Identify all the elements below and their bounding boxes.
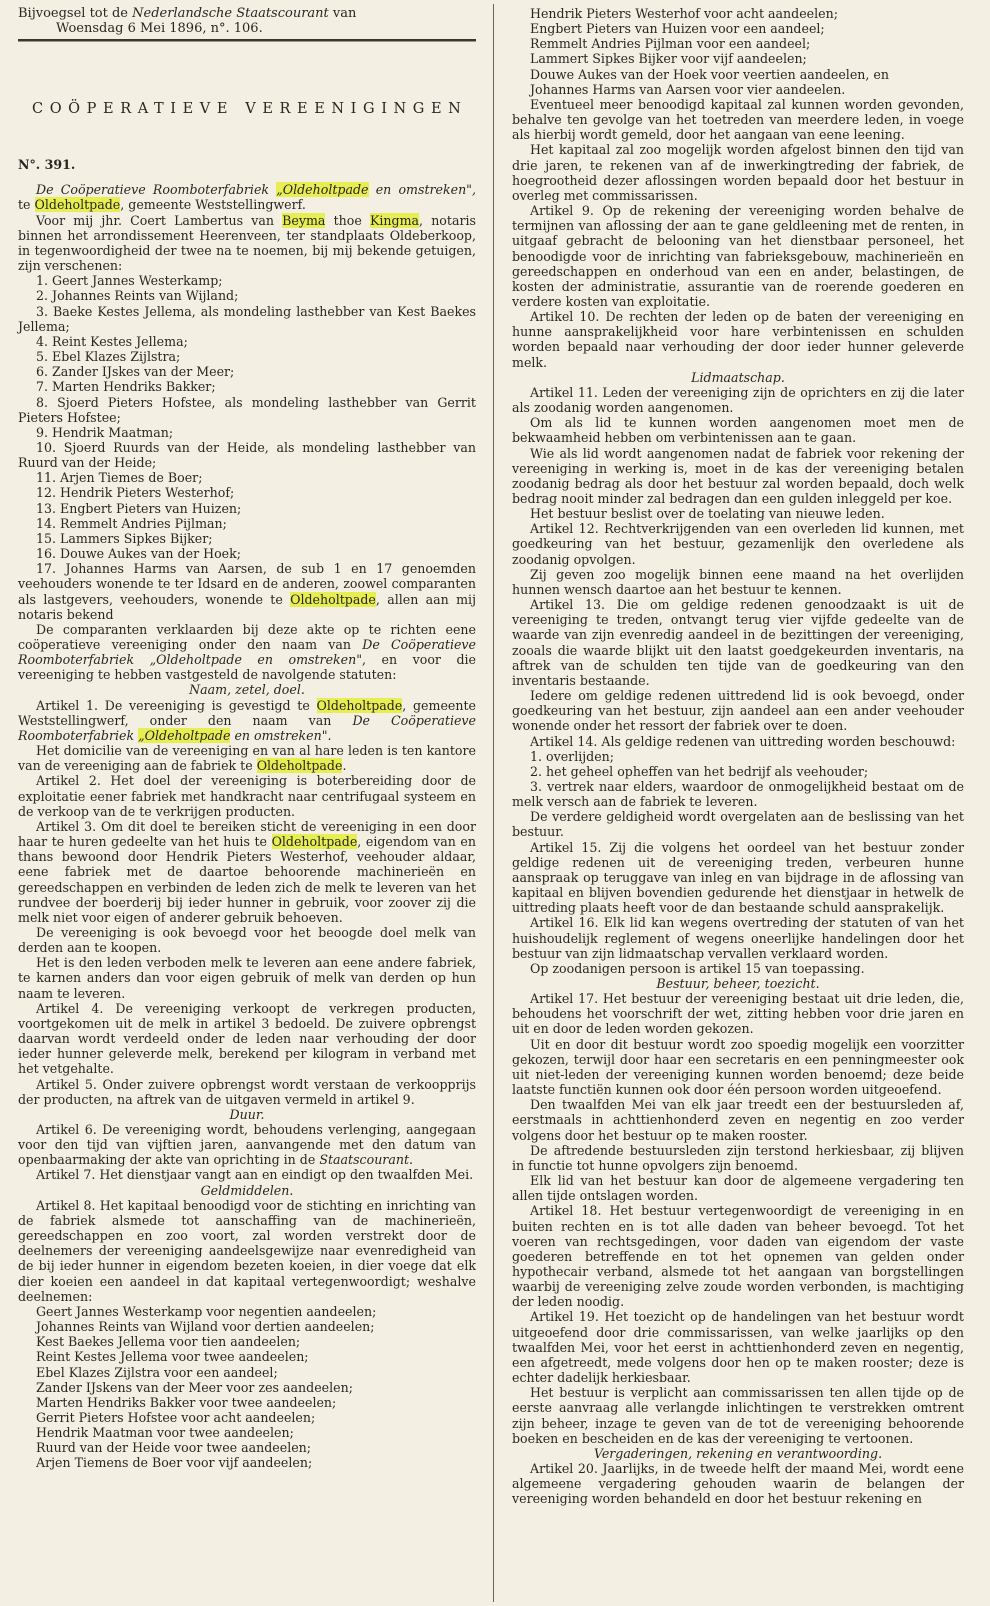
text: , allen aan mij notaris bekend: [18, 591, 476, 622]
reason-item: 1. overlijden;: [530, 748, 615, 764]
article-5: Artikel 5. Onder zuivere opbrengst wordt verstaan de verkoopprijs der producten, na aftrek van de uitgaven vermeld in artikel 9.: [18, 1076, 476, 1107]
share-item: Hendrik Pieters Westerhof voor acht aandeelen;: [530, 6, 838, 21]
article-6: [18, 1122, 476, 1167]
share-item: Hendrik Maatman voor twee aandeelen;: [36, 1425, 294, 1441]
member-item: 13. Engbert Pieters van Huizen;: [36, 500, 242, 516]
article-14-board: De verdere geldigheid wordt overgelaten aan de beslissing van het bestuur.: [512, 809, 964, 840]
society-name: De Coöperatieve Roomboterfabriek: [18, 712, 476, 743]
notary-paragraph: [18, 213, 476, 274]
header-line-1: [18, 6, 476, 21]
article-15: Artikel 15. Zij die volgens het oordeel van het bestuur zonder geldige redenen uit de vereeniging treden, verbeuren hunne aanspraak op teruggave van inleg en van bijdrage in de aflossing van kapitaal en blijven bovendien gedurende het dienstjaar in hetwelk de uittreding plaats heeft voor de dan bestaande schuld aansprakelijk.: [512, 839, 964, 916]
header-text: van: [332, 6, 357, 21]
article-1: [18, 698, 476, 743]
article-2: Artikel 2. Het doel der vereeniging is boterbereiding door de exploitatie eener fabriek met handkracht naar centrifugaal systeem en de verkoop van de te verkrijgen producten.: [18, 773, 476, 819]
highlight-beyma: Beyma: [282, 212, 326, 228]
text: 17. Johannes Harms van Aarsen, de sub 1 en 17 genoemden veehouders wonende te ter Idsard en de anderen, zoowel comparanten als lastgevers, veehouders, wonende te: [18, 561, 476, 607]
member-item: 7. Marten Hendriks Bakker;: [36, 379, 216, 395]
article-3-prohibition: Het is den leden verboden melk te leveren aan eene andere fabriek, te karnen anders dan voor eigen gebruik of melk van derden op hun naam te leveren.: [18, 955, 476, 1001]
text: Artikel 3. Om dit doel te bereiken sticht de vereeniging in een door haar te huren gedeelte van het huis te: [18, 818, 476, 850]
article-19: Artikel 19. Het toezicht op de handelingen van het bestuur wordt uitgeoefend door drie commissarissen, van welke jaarlijks op den twaalfden Mei, voor het eerst in achttienhonderd zeven en negentig, een afgetreedt, mede volgens door hen op te maken rooster; deze is echter dadelijk herkiesbaar.: [512, 1309, 964, 1386]
extra-capital: Eventueel meer benoodigd kapitaal zal kunnen worden gevonden, behalve ten gevolge van het toetreden van meerdere leden, in voege als hierbij wordt gemeld, door het aangaan van eene leening.: [512, 96, 964, 143]
share-item: Geert Jannes Westerkamp voor negentien aandeelen;: [36, 1303, 377, 1319]
share-item: Arjen Tiemens de Boer voor vijf aandeelen;: [36, 1455, 313, 1471]
article-16: Artikel 16. Elk lid kan wegens overtreding der statuten of van het huishoudelijk reglement of wegens oneerlijke handelingen door het bestuur van zijn lidmaatschap vervallen verklaard worden.: [512, 915, 964, 961]
article-10: Artikel 10. De rechten der leden op de baten der vereeniging en hunne aansprakelijkheid voor hare verbintenissen en schulden worden bepaald naar verhouding der door ieder hunner geleverde melk.: [512, 309, 964, 370]
highlight-kingma: Kingma: [369, 212, 420, 228]
share-item: Gerrit Pieters Hofstee voor acht aandeelen;: [36, 1409, 316, 1425]
article-11-admission: Het bestuur beslist over de toelating van nieuwe leden.: [530, 506, 885, 522]
article-18: Artikel 18. Het bestuur vertegenwoordigt de vereeniging in en buiten rechten en is tot alle daden van beheer bevoegd. Tot het voeren van rechtsgedingen, voor daden van eigendom der vaste goederen betreffende en tot het opnemen van gelden onder hypothecair verband, alsmede tot het aangaan van borgstellingen waarbij de vereeniging zelve zoude worden verbonden, is machtiging der leden noodig.: [512, 1203, 964, 1310]
article-17-chair: Uit en door dit bestuur wordt zoo spoedig mogelijk een voorzitter gekozen, terwijl door haar een secretaris en een penningmeester ook uit niet-leden der vereeniging kunnen worden benoemd; deze beide laatste functiën kunnen ook door één persoon worden uitgeoefend.: [512, 1036, 964, 1098]
section-title: COÖPERATIEVE VEREENIGINGEN: [32, 101, 468, 117]
highlight-oldeholtpade: Oldeholtpade: [256, 758, 343, 774]
highlight-oldeholtpade: Oldeholtpade: [271, 834, 358, 850]
article-number: N°. 391.: [18, 157, 76, 173]
text: , notaris binnen het arrondissement Heerenveen, ter standplaats Oldeberkoop, in tegenwoordigheid der twee na te noemen, bij mij bekende getuigen, zijn verschenen:: [18, 212, 476, 274]
article-17-reelection: De aftredende bestuursleden zijn terstond herkiesbaar, zij blijven in functie tot hunne opvolgers zijn benoemd.: [512, 1142, 964, 1173]
intro: [18, 182, 476, 212]
member-item: 1. Geert Jannes Westerkamp;: [36, 273, 223, 289]
intro-text: te: [18, 197, 31, 213]
article-12: Artikel 12. Rechtverkrijgenden van een overleden lid kunnen, met goedkeuring van het bestuur, gezamenlijk den overledene als zoodanig opvolgen.: [512, 521, 964, 567]
member-item: 3. Baeke Kestes Jellema, als mondeling lasthebber van Kest Baekes Jellema;: [18, 303, 476, 334]
member-item: 14. Remmelt Andries Pijlman;: [36, 515, 227, 531]
heading-geldmiddelen: Geldmiddelen.: [200, 1182, 294, 1198]
article-17-dismissal: Elk lid van het bestuur kan door de algemeene vergadering ten allen tijde ontslagen worden.: [512, 1173, 964, 1204]
article-9: Artikel 9. Op de rekening der vereeniging worden behalve de termijnen van aflossing der aan te gane geldleening met de renten, in uitgaaf gebracht de belooning van het dienstbaar personeel, het benoodigde voor de inrichting van fabrieksgebouw, machinerieën en gereedschappen en onderhoud van een en ander, belastingen, de kosten der administratie, assurantie van de roerende goederen en verdere kosten van exploitatie.: [512, 203, 964, 309]
left-column: [18, 6, 476, 1471]
highlight-oldeholtpade: Oldeholtpade: [34, 197, 121, 213]
member-item: 10. Sjoerd Ruurds van der Heide, als mondeling lasthebber van Ruurd van der Heide;: [18, 439, 476, 471]
heading-lidmaatschap: Lidmaatschap.: [691, 369, 785, 385]
share-item: Reint Kestes Jellema voor twee aandeelen;: [36, 1349, 309, 1365]
header-line-2: Woensdag 6 Mei 1896, n°. 106.: [56, 21, 263, 36]
share-item: Johannes Harms van Aarsen voor vier aandeelen.: [530, 81, 846, 97]
member-item: 15. Lammers Sipkes Bijker;: [36, 530, 213, 546]
member-item: 4. Reint Kestes Jellema;: [36, 333, 188, 349]
heading-naam: Naam, zetel, doel.: [189, 682, 305, 698]
reason-item: 3. vertrek naar elders, waardoor de onmogelijkheid bestaat om de melk versch aan de fabriek te leveren.: [512, 778, 964, 810]
header-publication: Nederlandsche Staatscourant: [132, 6, 329, 21]
header-text: Bijvoegsel tot de: [18, 6, 129, 21]
text: thoe: [333, 212, 362, 228]
text: Het domicilie van de vereeniging en van al hare leden is ten kantore van de vereeniging aan de fabriek te: [18, 743, 476, 774]
highlight-oldeholtpade: „Oldeholtpade: [138, 727, 231, 743]
share-item: Remmelt Andries Pijlman voor een aandeel;: [530, 36, 811, 52]
share-item: Engbert Pieters van Huizen voor een aandeel;: [530, 21, 825, 37]
share-item: Douwe Aukes van der Hoek voor veertien aandeelen, en: [530, 66, 889, 82]
member-item: 11. Arjen Tiemes de Boer;: [36, 470, 203, 486]
heading-bestuur: Bestuur, beheer, toezicht.: [656, 976, 820, 991]
article-13-transfer: Iedere om geldige redenen uittredend lid is ook bevoegd, onder goedkeuring van het bestuur, zijn aandeel aan een ander veehouder wonende onder het ressort der fabriek over te doen.: [512, 688, 964, 734]
highlight-oldeholtpade: Oldeholtpade: [290, 591, 376, 607]
intro-text: , gemeente Weststellingwerf.: [120, 197, 306, 213]
header-rule: [18, 39, 476, 42]
article-12-notice: Zij geven zoo mogelijk binnen eene maand na het overlijden hunnen wensch daartoe aan het bestuur te kennen.: [512, 566, 964, 597]
text: .: [342, 758, 347, 774]
member-item: [18, 561, 476, 622]
article-4: Artikel 4. De vereeniging verkoopt de verkregen producten, voortgekomen uit de melk in artikel 3 bedoeld. De zuivere opbrengst daarvan wordt verdeeld onder de leden naar verhouding der door ieder hunner geleverde melk, berekend per kilogram in verband met het vetgehalte.: [18, 1000, 476, 1077]
article-14: Artikel 14. Als geldige redenen van uittreding worden beschouwd:: [530, 733, 956, 749]
share-item: Kest Baekes Jellema voor tien aandeelen;: [36, 1334, 301, 1350]
member-item: 12. Hendrik Pieters Westerhof;: [36, 485, 235, 501]
article-3-purchase: De vereeniging is ook bevoegd voor het beoogde doel melk van derden aan te koopen.: [18, 924, 476, 956]
heading-vergaderingen: Vergaderingen, rekening en verantwoording.: [593, 1445, 883, 1461]
text: De comparanten verklaarden bij deze akte op te richten eene coöperatieve vereeniging onder den naam van: [18, 621, 476, 652]
article-13: Artikel 13. Die om geldige redenen genoodzaakt is uit de vereeniging te treden, ontvangt terug vier vijfde gedeelte van de waarde van zijn evenredig aandeel in de bezittingen der vereeniging, zooals die waarde blijkt uit den laatst goedgekeurden inventaris, na aftrek van de schulden ten tijde van de goedkeuring van den inventaris bestaande.: [512, 597, 964, 688]
highlight-oldeholtpade: „Oldeholtpade: [276, 182, 369, 198]
member-item: 8. Sjoerd Pieters Hofstee, als mondeling lasthebber van Gerrit Pieters Hofstee;: [18, 394, 476, 425]
society-name: De Coöperatieve Roomboterfabriek „Oldeholtpade en omstreken": [18, 637, 476, 668]
right-column: [512, 6, 964, 1506]
member-item: 6. Zander IJskes van der Meer;: [36, 364, 235, 380]
member-item: 5. Ebel Klazes Zijlstra;: [36, 349, 181, 365]
article-1-domicile: [18, 743, 476, 773]
member-item: 9. Hendrik Maatman;: [36, 424, 174, 440]
repayment: Het kapitaal zal zoo mogelijk worden afgelost binnen den tijd van drie jaren, te rekenen van af de inwerkingtreding der fabriek, de hoegrootheid dezer aflossingen worden bepaald door het bestuur in overleg met commissarissen.: [512, 142, 964, 203]
article-20: Artikel 20. Jaarlijks, in de tweede helft der maand Mei, wordt eene algemeene vergadering gehouden waarin de belangen der vereeniging worden behandeld en door het bestuur rekening en: [512, 1461, 964, 1507]
article-11-capacity: Om als lid te kunnen worden aangenomen moet men de bekwaamheid hebben om verbintenissen aan te gaan.: [512, 415, 964, 446]
share-item: Zander IJskens van der Meer voor zes aandeelen;: [36, 1379, 353, 1395]
article-19-information: Het bestuur is verplicht aan commissarissen ten allen tijde op de eerste aanvraag alle verlangde inlichtingen te verstrekken omtrent zijn beheer, inzage te geven van de tot de vereeniging behoorende boeken en bescheiden en de kas der vereeniging te vertoonen.: [512, 1385, 964, 1446]
reason-item: 2. het geheel opheffen van het bedrijf als veehouder;: [530, 763, 869, 779]
column-divider: [493, 4, 494, 1602]
share-item: Ruurd van der Heide voor twee aandeelen;: [36, 1440, 312, 1456]
share-item: Marten Hendriks Bakker voor twee aandeelen;: [36, 1394, 337, 1410]
article-11-fee: Wie als lid wordt aangenomen nadat de fabriek voor rekening der vereeniging in werking is, moet in de kas der vereeniging betalen zoodanig bedrag als door het bestuur zal worden bepaald, doch welk bedrag nooit minder zal bedragen dan een gulden inleggeld per koe.: [512, 445, 964, 506]
member-item: 2. Johannes Reints van Wijland;: [36, 288, 239, 304]
intro-name: en omstreken",: [375, 182, 476, 198]
article-3: [18, 819, 476, 925]
text: Artikel 1. De vereeniging is gevestigd te: [36, 697, 310, 713]
article-7: Artikel 7. Het dienstjaar vangt aan en eindigt op den twaalfden Mei.: [36, 1167, 474, 1183]
text: , en voor die vereeniging te hebben vastgesteld de navolgende statuten:: [18, 652, 476, 683]
article-17-rotation: Den twaalfden Mei van elk jaar treedt een der bestuursleden af, eerstmaals in achttienhonderd zeven en negentig en zoo verder volgens door het bestuur op te maken rooster.: [512, 1097, 964, 1143]
text: Artikel 6. De vereeniging wordt, behoudens verlenging, aangegaan voor den tijd van vijftien jaren, aanvangende met den datum van openbaarmaking der akte van oprichting in de: [18, 1122, 476, 1168]
article-17: Artikel 17. Het bestuur der vereeniging bestaat uit drie leden, die, behoudens het voorschrift der wet, zitting hebben voor drie jaren en uit en door de leden worden gekozen.: [512, 991, 964, 1037]
founding-paragraph: [18, 622, 476, 683]
text: Voor mij jhr. Coert Lambertus van: [36, 212, 274, 228]
intro-name: De Coöperatieve Roomboterfabriek: [36, 182, 270, 198]
article-11: Artikel 11. Leden der vereeniging zijn de oprichters en zij die later als zoodanig worden aangenomen.: [512, 384, 964, 416]
share-item: Ebel Klazes Zijlstra voor een aandeel;: [36, 1364, 278, 1380]
heading-duur: Duur.: [229, 1106, 265, 1122]
article-8: Artikel 8. Het kapitaal benoodigd voor de stichting en inrichting van de fabriek alsmede tot aanschaffing van de machinerieën, gereedschappen en zoo voort, zal worden verstrekt door de deelnemers der vereeniging aandeelsgewijze naar evenredigheid van de bij ieder hunner in eigendom bezeten koeien, in dier voege dat elk dier koeien een aandeel in dat kapitaal vertegenwoordigt; weshalve deelnemen:: [18, 1197, 476, 1304]
member-item: 16. Douwe Aukes van der Hoek;: [36, 546, 241, 562]
text: , eigendom van en thans bewoond door Hendrik Pieters Westerhof, veehouder aldaar, eene fabriek met de daartoe behoorende machinerieën en gereedschappen en verbinden de leden zich de melk te leveren van het rundvee der boerderij bij ieder hunner in gebruik, voor zoover zij die melk niet voor eigen of anderer gebruik behoeven.: [18, 834, 476, 925]
publication-name: Staatscourant.: [319, 1152, 414, 1168]
share-item: Johannes Reints van Wijland voor dertien aandeelen;: [36, 1319, 375, 1335]
share-item: Lammert Sipkes Bijker voor vijf aandeelen;: [530, 51, 807, 67]
article-16-applicability: Op zoodanigen persoon is artikel 15 van toepassing.: [530, 960, 865, 976]
society-name: en omstreken".: [234, 727, 332, 743]
text: , gemeente Weststellingwerf, onder den naam van: [18, 697, 476, 728]
highlight-oldeholtpade: Oldeholtpade: [316, 697, 403, 713]
